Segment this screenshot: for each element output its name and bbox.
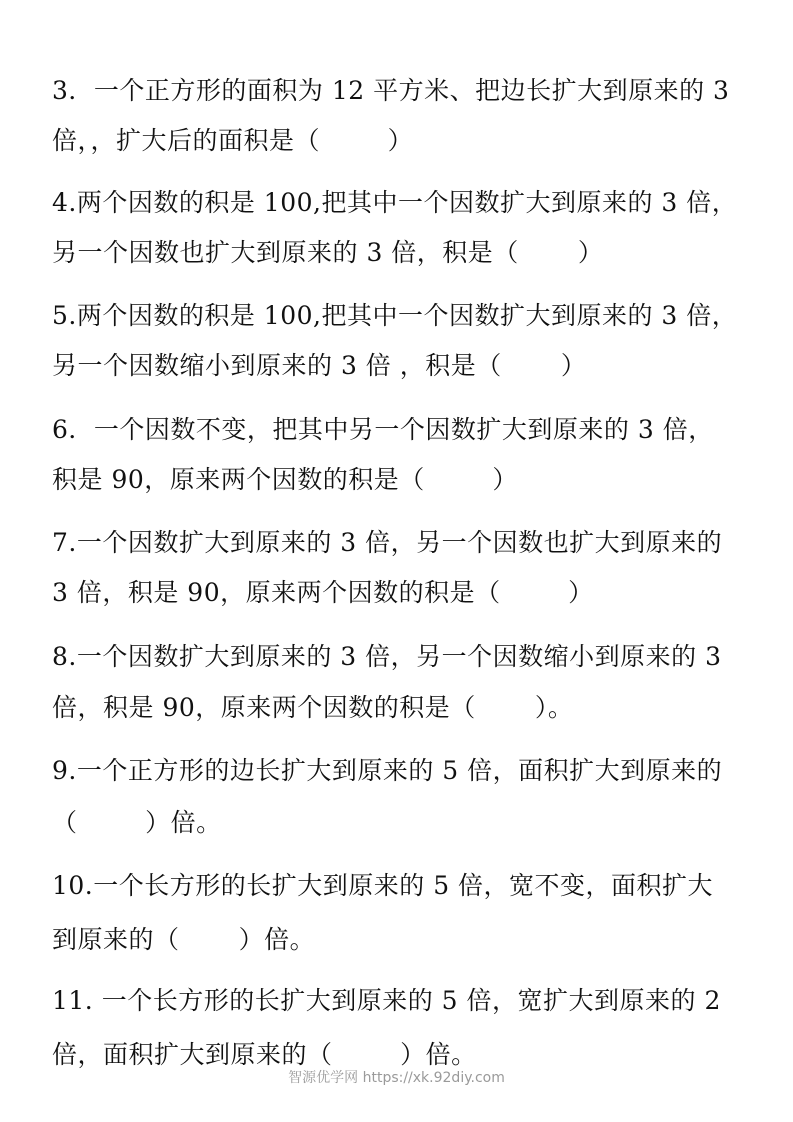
question-7-line-2: 3 倍，积是 90，原来两个因数的积是（ ） bbox=[52, 578, 594, 607]
question-8-line-2: 倍，积是 90，原来两个因数的积是（ ）。 bbox=[52, 693, 574, 722]
question-6-line-2: 积是 90，原来两个因数的积是（ ） bbox=[52, 465, 518, 494]
question-5-line-2: 另一个因数缩小到原来的 3 倍 ，积是（ ） bbox=[52, 351, 587, 380]
question-3-line-1: 3．一个正方形的面积为 12 平方米、把边长扩大到原来的 3 bbox=[52, 76, 730, 105]
question-4-line-1: 4.两个因数的积是 100,把其中一个因数扩大到原来的 3 倍， bbox=[52, 188, 738, 217]
footer-watermark: 智源优学网 https://xk.92diy.com bbox=[288, 1070, 505, 1086]
question-11-line-1: 11. 一个长方形的长扩大到原来的 5 倍，宽扩大到原来的 2 bbox=[52, 986, 721, 1015]
question-10-line-1: 10.一个长方形的长扩大到原来的 5 倍，宽不变，面积扩大 bbox=[52, 871, 714, 900]
question-11-line-2: 倍，面积扩大到原来的（ ）倍。 bbox=[52, 1040, 477, 1069]
question-6-line-1: 6．一个因数不变，把其中另一个因数扩大到原来的 3 倍， bbox=[52, 415, 714, 444]
question-9-line-1: 9.一个正方形的边长扩大到原来的 5 倍，面积扩大到原来的 bbox=[52, 756, 723, 785]
question-7-line-1: 7.一个因数扩大到原来的 3 倍，另一个因数也扩大到原来的 bbox=[52, 528, 723, 557]
question-4-line-2: 另一个因数也扩大到原来的 3 倍，积是（ ） bbox=[52, 238, 604, 267]
question-5-line-1: 5.两个因数的积是 100,把其中一个因数扩大到原来的 3 倍， bbox=[52, 301, 738, 330]
question-8-line-1: 8.一个因数扩大到原来的 3 倍，另一个因数缩小到原来的 3 bbox=[52, 642, 722, 671]
question-10-line-2: 到原来的（ ）倍。 bbox=[52, 925, 316, 954]
question-9-line-2: （ ）倍。 bbox=[52, 808, 222, 837]
question-3-line-2: 倍，，扩大后的面积是（ ） bbox=[52, 126, 414, 155]
